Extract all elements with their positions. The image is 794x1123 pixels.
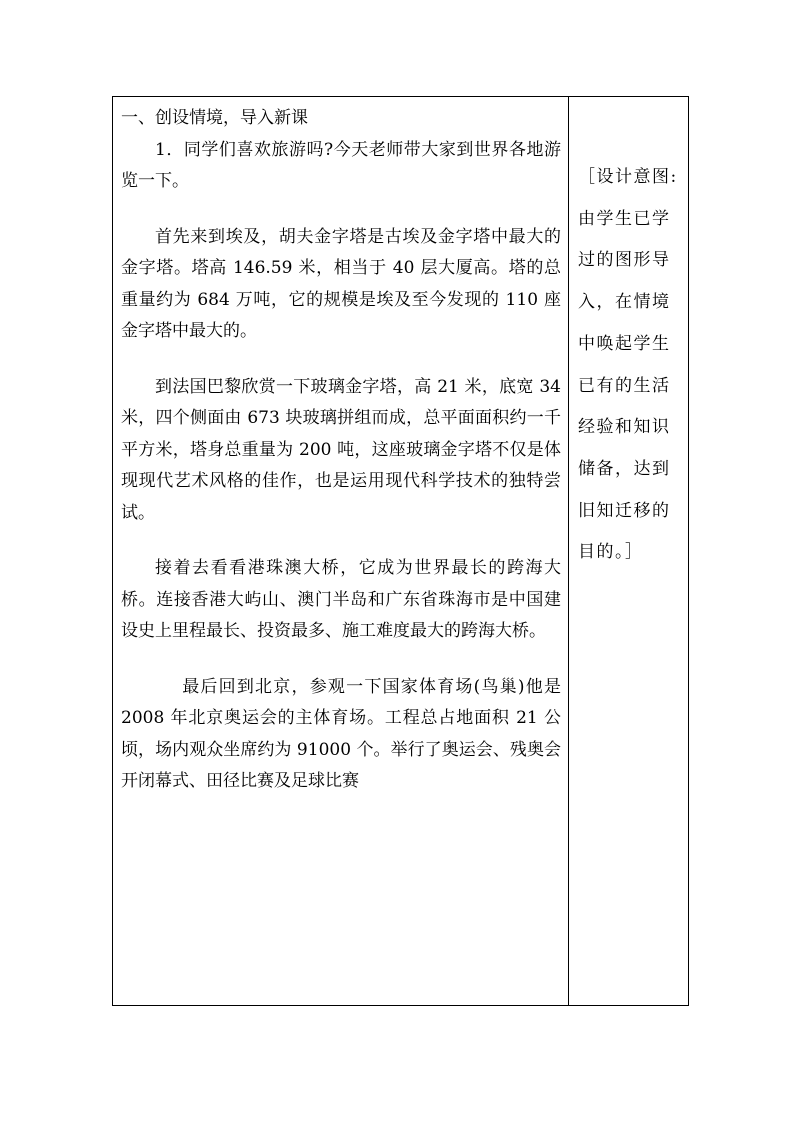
intro-paragraph: 1．同学们喜欢旅游吗?今天老师带大家到世界各地游览一下。 xyxy=(121,139,561,191)
louvre-pyramid-paragraph: 到法国巴黎欣赏一下玻璃金字塔，高 21 米，底宽 34 米，四个侧面由 673 块玻璃拼组而成，总平面面积约一千平方米，塔身总重量为 200 吨，这座玻璃金字塔不仅是体现现代艺术风格的佳作，也是运用现代科学技术的独特尝试。 xyxy=(121,376,561,523)
column-divider xyxy=(568,97,569,1005)
birds-nest-paragraph: 最后回到北京，参观一下国家体育场(鸟巢)他是 2008 年北京奥运会的主体育场。工程总占地面积 21 公顷，场内观众坐席约为 91000 个。举行了奥运会、残奥会开闭幕式、田径比赛及足球比赛 xyxy=(121,676,561,791)
design-intent-cell: ［设计意图:由学生已学过的图形导入，在情境中唤起学生已有的生活经验和知识储备，达到旧知迁移的目的。］ xyxy=(578,167,678,563)
section-heading: 一、创设情境，导入新课 xyxy=(121,108,308,128)
bridge-paragraph: 接着去看看港珠澳大桥，它成为世界最长的跨海大桥。连接香港大屿山、澳门半岛和广东省珠海市是中国建设史上里程最长、投资最多、施工难度最大的跨海大桥。 xyxy=(121,558,561,641)
egypt-pyramid-paragraph: 首先来到埃及，胡夫金字塔是古埃及金字塔中最大的金字塔。塔高 146.59 米，相当于 40 层大厦高。塔的总重量约为 684 万吨，它的规模是埃及至今发现的 110 座金字塔中最大的。 xyxy=(121,226,561,341)
lesson-table xyxy=(112,96,689,1006)
lesson-content-cell xyxy=(121,103,561,798)
